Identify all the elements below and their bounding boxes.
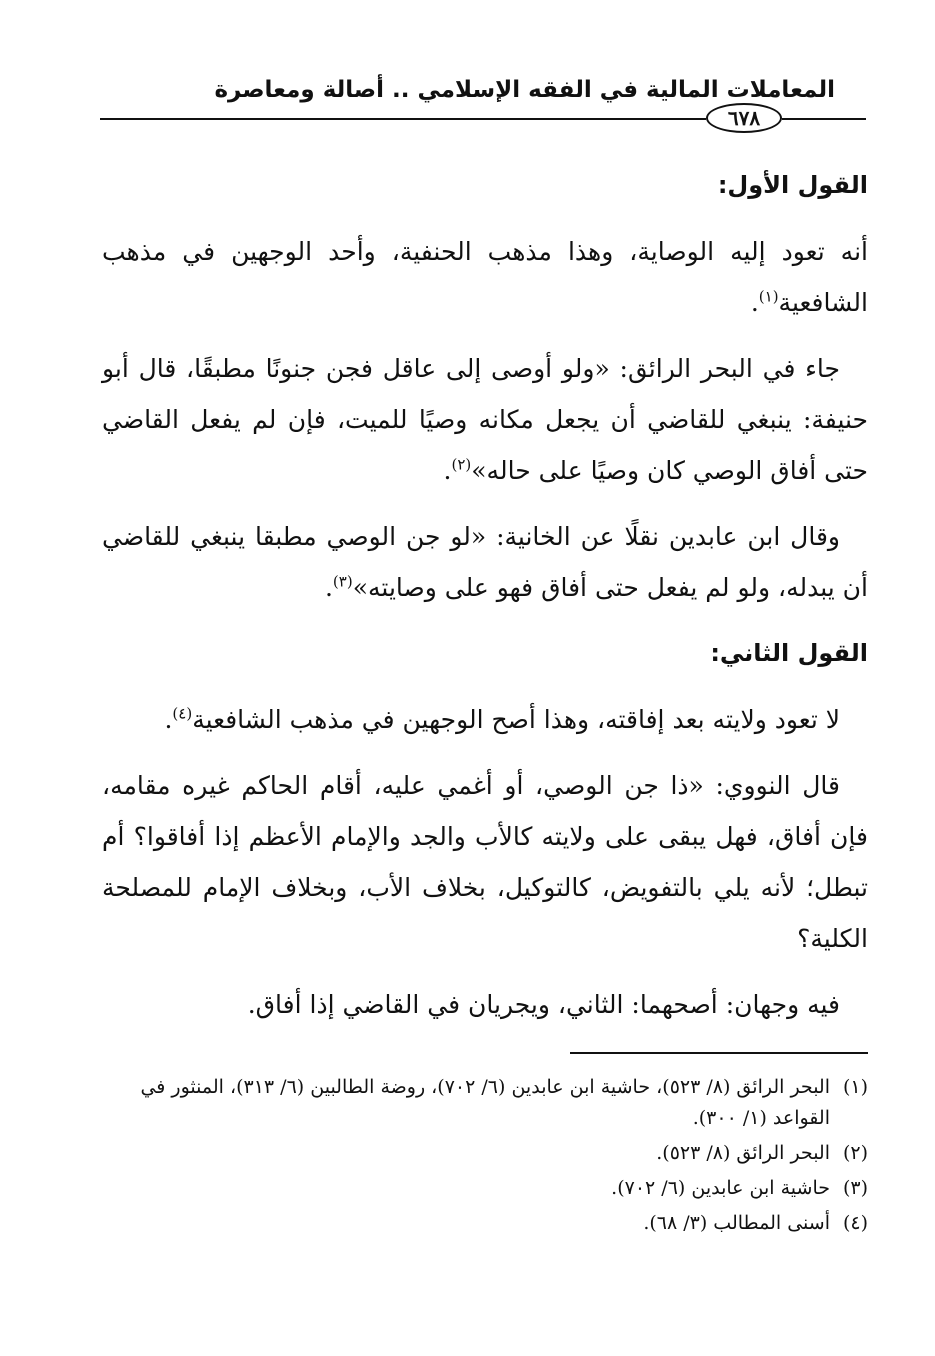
paragraph-end: . [164,705,173,734]
footnote-item [102,1072,868,1134]
paragraph-end: . [324,573,333,602]
footnote-item [102,1208,868,1239]
paragraph-ibn-abidin-quote [102,511,868,613]
paragraph-text: وقال ابن عابدين نقلًا عن الخانية: «لو جن الوصي مطبقا ينبغي للقاضي أن يبدله، ولو لم يفعل حتى أفاق فهو على وصايته» [102,522,868,602]
paragraph-end: . [443,456,452,485]
section-heading-first-opinion: القول الأول: [717,171,868,199]
footnote-separator [570,1052,868,1054]
page-number-badge: ٦٧٨ [706,103,782,133]
section-heading-second-opinion: القول الثاني: [710,639,868,667]
header-rule-left [100,118,706,120]
footnote-ref: (٣) [332,572,353,591]
header-rule-right [782,118,866,120]
footnote-number: (١) [842,1076,868,1098]
footnote-text: أسنى المطالب (٣/ ٦٨). [643,1212,830,1234]
paragraph-text: أنه تعود إليه الوصاية، وهذا مذهب الحنفية، وأحد الوجهين في مذهب الشافعية [102,237,868,317]
paragraph-nawawi-quote: قال النووي: «ذا جن الوصي، أو أغمي عليه، أقام الحاكم غيره مقامه، فإن أفاق، فهل يبقى على ولايته كالأب والجد والإمام الأعظم إذا أفاقوا؟ أم تبطل؛ لأنه يلي بالتفويض، كالتوكيل، بخلاف الأب، وبخلاف الإمام للمصلحة الكلية؟ [102,771,868,953]
footnote-number: (٤) [842,1212,868,1234]
footnote-text: البحر الرائق (٨/ ٥٢٣)، حاشية ابن عابدين (٦/ ٧٠٢)، روضة الطالبين (٦/ ٣١٣)، المنثور في القواعد (١/ ٣٠٠). [140,1076,830,1129]
footnote-ref: (٤) [172,704,193,723]
footnotes [102,1072,868,1243]
paragraph-end: . [750,288,759,317]
footnote-number: (٣) [842,1177,868,1199]
paragraph-two-views: فيه وجهان: أصحهما: الثاني، ويجريان في القاضي إذا أفاق. [247,990,840,1019]
footnote-text: البحر الرائق (٨/ ٥٢٣). [656,1142,830,1164]
footnote-number: (٢) [842,1142,868,1164]
footnote-ref: (١) [758,287,779,306]
main-text [102,160,868,1045]
paragraph-text: لا تعود ولايته بعد إفاقته، وهذا أصح الوجهين في مذهب الشافعية [192,705,840,734]
paragraph-first-opinion [102,226,868,328]
footnote-item [102,1138,868,1169]
paragraph-bahr-raiq-quote [102,343,868,496]
footnote-item [102,1173,868,1204]
paragraph-second-opinion [102,694,868,745]
footnote-ref: (٢) [451,455,472,474]
footnote-text: حاشية ابن عابدين (٦/ ٧٠٢). [611,1177,830,1199]
paragraph-text: جاء في البحر الرائق: «ولو أوصى إلى عاقل فجن جنونًا مطبقًا، قال أبو حنيفة: ينبغي للقاضي أن يجعل مكانه وصيًا للميت، فإن لم يفعل القاضي حتى أفاق الوصي كان وصيًا على حاله» [102,354,868,485]
running-header-title: المعاملات المالية في الفقه الإسلامي .. أصالة ومعاصرة [214,77,835,103]
